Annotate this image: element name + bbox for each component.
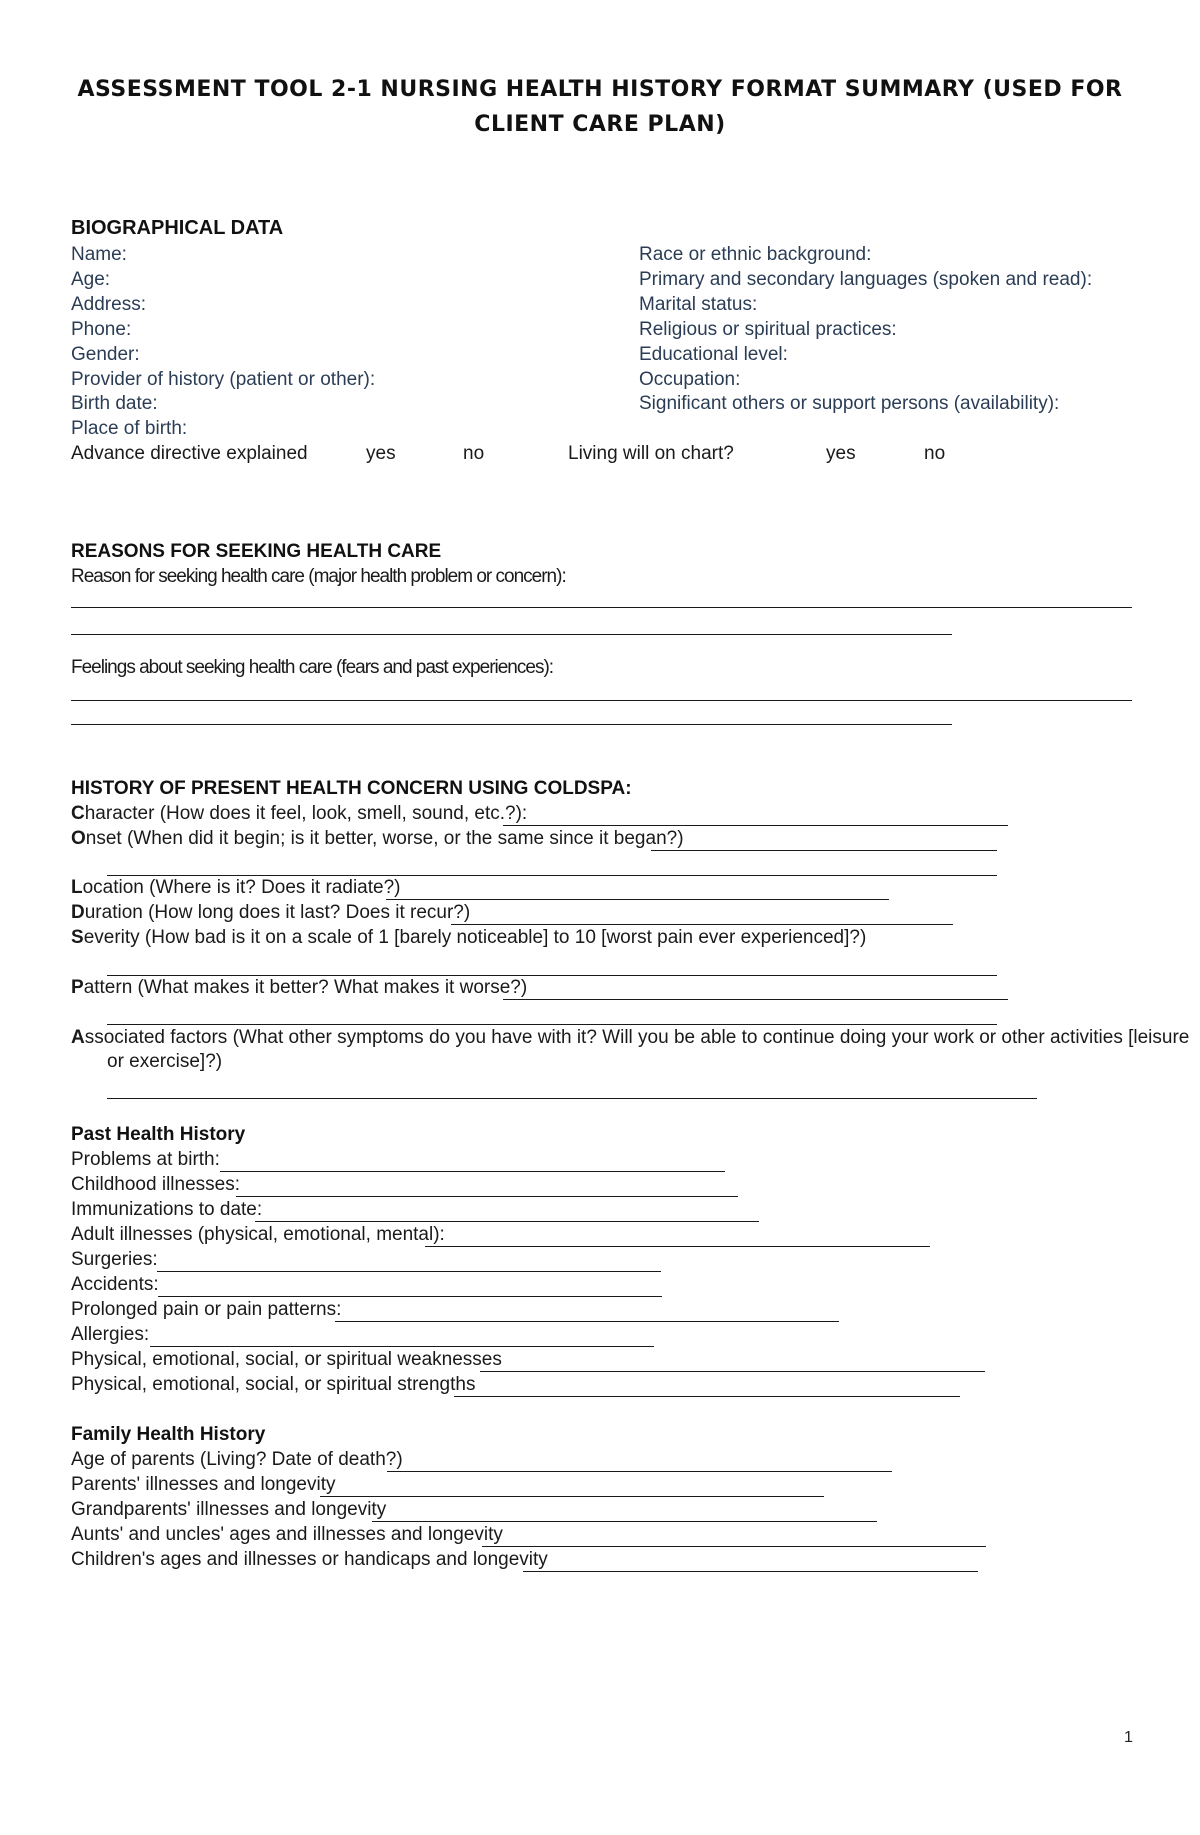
strengths-line[interactable] xyxy=(454,1396,960,1397)
parents-age-line[interactable] xyxy=(387,1471,892,1472)
children-line[interactable] xyxy=(523,1571,978,1572)
weaknesses-line[interactable] xyxy=(480,1371,985,1372)
duration-line[interactable] xyxy=(451,924,953,925)
past-history-heading: Past Health History xyxy=(71,1124,246,1145)
address-label: Address: xyxy=(71,294,146,315)
location-label: Location (Where is it? Does it radiate?) xyxy=(71,877,401,898)
significant-others-label: Significant others or support persons (availability): xyxy=(639,393,1060,414)
reason-label: Reason for seeking health care (major health problem or concern): xyxy=(71,566,566,587)
living-will-no[interactable]: no xyxy=(924,443,946,464)
reason-line-1[interactable] xyxy=(71,607,1132,608)
feelings-line-1[interactable] xyxy=(71,700,1132,701)
onset-line-2[interactable] xyxy=(107,875,997,876)
problems-at-birth-label: Problems at birth: xyxy=(71,1149,220,1170)
onset-line-1[interactable] xyxy=(651,850,997,851)
languages-label: Primary and secondary languages (spoken and read): xyxy=(639,269,1093,290)
reason-line-2[interactable] xyxy=(71,634,952,635)
accidents-line[interactable] xyxy=(158,1296,662,1297)
prolonged-pain-label: Prolonged pain or pain patterns: xyxy=(71,1299,342,1320)
living-will-yes[interactable]: yes xyxy=(826,443,856,464)
strengths-label: Physical, emotional, social, or spiritual strengths xyxy=(71,1374,476,1395)
immunizations-line[interactable] xyxy=(255,1221,759,1222)
character-label: Character (How does it feel, look, smell, sound, etc.?): xyxy=(71,803,528,824)
accidents-label: Accidents: xyxy=(71,1274,159,1295)
gender-label: Gender: xyxy=(71,344,140,365)
advance-directive-label: Advance directive explained xyxy=(71,443,308,464)
aunts-uncles-line[interactable] xyxy=(482,1546,986,1547)
pattern-line-2[interactable] xyxy=(107,1024,997,1025)
race-label: Race or ethnic background: xyxy=(639,244,872,265)
grandparents-illnesses-line[interactable] xyxy=(372,1521,877,1522)
family-history-heading: Family Health History xyxy=(71,1424,266,1445)
education-label: Educational level: xyxy=(639,344,788,365)
allergies-label: Allergies: xyxy=(71,1324,150,1345)
provider-label: Provider of history (patient or other): xyxy=(71,369,376,390)
severity-line[interactable] xyxy=(107,975,997,976)
place-of-birth-label: Place of birth: xyxy=(71,418,188,439)
adult-illnesses-label: Adult illnesses (physical, emotional, mental): xyxy=(71,1224,445,1245)
pattern-line-1[interactable] xyxy=(503,999,1008,1000)
prolonged-pain-line[interactable] xyxy=(335,1321,839,1322)
immunizations-label: Immunizations to date: xyxy=(71,1199,263,1220)
occupation-label: Occupation: xyxy=(639,369,741,390)
religious-label: Religious or spiritual practices: xyxy=(639,319,897,340)
reasons-heading: REASONS FOR SEEKING HEALTH CARE xyxy=(71,541,442,562)
childhood-illnesses-line[interactable] xyxy=(236,1196,738,1197)
feelings-line-2[interactable] xyxy=(71,724,952,725)
coldspa-heading: HISTORY OF PRESENT HEALTH CONCERN USING COLDSPA: xyxy=(71,778,632,799)
phone-label: Phone: xyxy=(71,319,132,340)
weaknesses-label: Physical, emotional, social, or spiritual weaknesses xyxy=(71,1349,502,1370)
living-will-label: Living will on chart? xyxy=(568,443,734,464)
surgeries-label: Surgeries: xyxy=(71,1249,158,1270)
parents-illnesses-line[interactable] xyxy=(320,1496,824,1497)
birth-date-label: Birth date: xyxy=(71,393,158,414)
grandparents-illnesses-label: Grandparents' illnesses and longevity xyxy=(71,1499,387,1520)
associated-line[interactable] xyxy=(107,1098,1037,1099)
severity-label: Severity (How bad is it on a scale of 1 [barely noticeable] to 10 [worst pain ever experienced]?) xyxy=(71,927,867,948)
problems-at-birth-line[interactable] xyxy=(220,1171,725,1172)
parents-illnesses-label: Parents' illnesses and longevity xyxy=(71,1474,336,1495)
children-label: Children's ages and illnesses or handicaps and longevity xyxy=(71,1549,548,1570)
duration-label: Duration (How long does it last? Does it recur?) xyxy=(71,902,471,923)
name-label: Name: xyxy=(71,244,127,265)
age-label: Age: xyxy=(71,269,111,290)
location-line[interactable] xyxy=(386,899,889,900)
aunts-uncles-label: Aunts' and uncles' ages and illnesses and longevity xyxy=(71,1524,503,1545)
pattern-label: Pattern (What makes it better? What makes it worse?) xyxy=(71,977,528,998)
adult-illnesses-line[interactable] xyxy=(425,1246,930,1247)
parents-age-label: Age of parents (Living? Date of death?) xyxy=(71,1449,403,1470)
biographical-heading: BIOGRAPHICAL DATA xyxy=(71,217,284,239)
marital-status-label: Marital status: xyxy=(639,294,758,315)
surgeries-line[interactable] xyxy=(157,1271,661,1272)
document-title: ASSESSMENT TOOL 2-1 NURSING HEALTH HISTORY FORMAT SUMMARY (USED FOR CLIENT CARE PLAN) xyxy=(77,77,1123,137)
advance-directive-yes[interactable]: yes xyxy=(366,443,396,464)
associated-label: Associated factors (What other symptoms do you have with it? Will you be able to continue doing your work or other activities [leisure xyxy=(71,1027,1190,1048)
associated-label-cont: or exercise]?) xyxy=(107,1051,223,1072)
advance-directive-no[interactable]: no xyxy=(463,443,485,464)
allergies-line[interactable] xyxy=(150,1346,654,1347)
childhood-illnesses-label: Childhood illnesses: xyxy=(71,1174,240,1195)
feelings-label: Feelings about seeking health care (fears and past experiences): xyxy=(71,657,554,678)
onset-label: Onset (When did it begin; is it better, worse, or the same since it began?) xyxy=(71,828,684,849)
page-number: 1 xyxy=(1124,1729,1133,1746)
character-line[interactable] xyxy=(503,825,1008,826)
